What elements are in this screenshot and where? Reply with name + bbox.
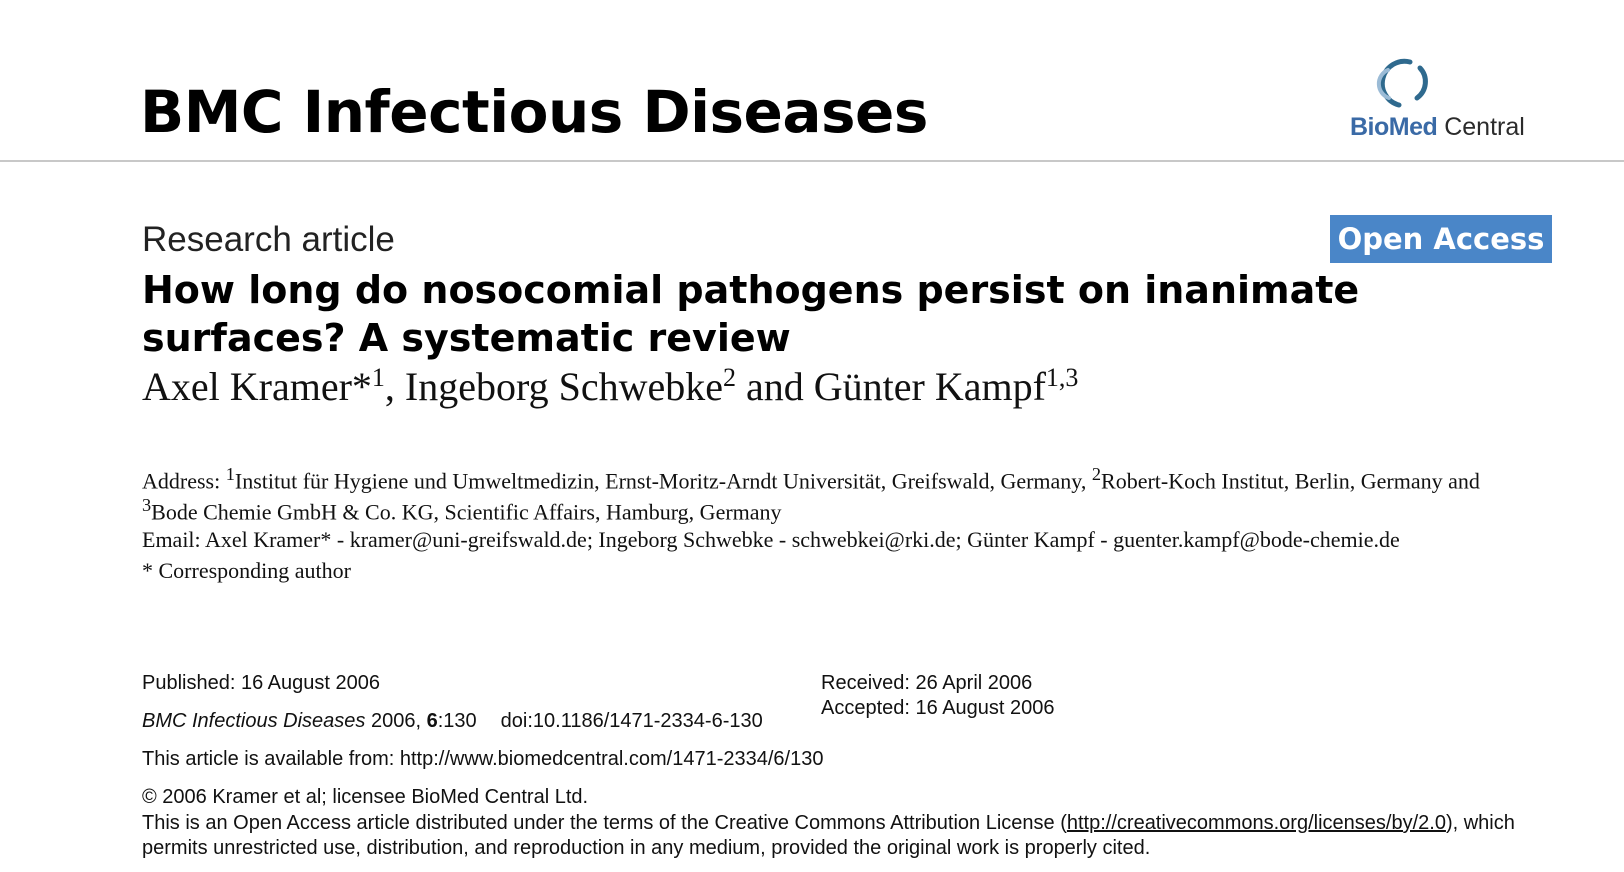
citation-page: :130 (437, 710, 477, 732)
author-list (142, 363, 1078, 410)
header-divider (0, 160, 1624, 162)
journal-title: BMC Infectious Diseases (140, 78, 928, 146)
author-name: Günter Kampf (813, 364, 1046, 409)
author-separator: and (735, 364, 814, 409)
affiliation-number: 3 (142, 495, 152, 516)
author-affiliation: 1 (371, 363, 385, 392)
author-affiliation: 2 (722, 363, 736, 392)
biomed-central-logo[interactable] (1350, 58, 1535, 142)
published-date: Published: 16 August 2006 (142, 672, 380, 694)
license-text-post: ), which permits unrestricted use, distribution, and reproduction in any medium, provided the original work is properly cited. (142, 812, 1515, 859)
author-separator: , (384, 364, 405, 409)
logo-bio-text: BioMed (1350, 113, 1438, 141)
corresponding-author-note: * Corresponding author (142, 558, 351, 583)
affiliation-text: Bode Chemie GmbH & Co. KG, Scientific Affairs, Hamburg, Germany (151, 499, 782, 525)
biomed-central-arc-icon (1350, 58, 1535, 118)
license-link[interactable]: http://creativecommons.org/licenses/by/2.0 (1066, 812, 1446, 834)
affiliation-number: 1 (225, 464, 235, 484)
received-date: Received: 26 April 2006 (821, 672, 1033, 694)
logo-wordmark (1350, 113, 1525, 142)
citation-journal: BMC Infectious Diseases (142, 710, 366, 732)
citation-year: 2006, (365, 710, 427, 732)
open-access-badge: Open Access (1330, 215, 1552, 263)
accepted-date: Accepted: 16 August 2006 (821, 697, 1055, 719)
citation-line (142, 710, 763, 733)
author-name: Ingeborg Schwebke (404, 364, 723, 409)
article-title: How long do nosocomial pathogens persist on inanimate surfaces? A systematic review (142, 268, 1360, 360)
affiliation-number: 2 (1091, 464, 1102, 484)
license-text-pre: This is an Open Access article distributed under the terms of the Creative Commons Attribution License ( (142, 812, 1067, 834)
availability-line: This article is available from: http://www.biomedcentral.com/1471-2334/6/130 (142, 748, 824, 770)
address-prefix: Address: (142, 468, 226, 494)
article-type: Research article (142, 220, 395, 259)
license-statement (142, 811, 1562, 861)
affiliation-text: Robert-Koch Institut, Berlin, Germany and (1101, 468, 1480, 494)
citation-volume: 6 (426, 710, 438, 732)
copyright-line: © 2006 Kramer et al; licensee BioMed Central Ltd. (142, 786, 589, 808)
logo-central-text: Central (1437, 113, 1525, 141)
address-block (142, 462, 1492, 525)
email-line: Email: Axel Kramer* - kramer@uni-greifswald.de; Ingeborg Schwebke - schwebkei@rki.de; Günter Kampf - guenter.kampf@bode-chemie.de (142, 527, 1400, 552)
author-affiliation: 1,3 (1045, 363, 1079, 392)
author-name: Axel Kramer* (142, 364, 372, 409)
affiliation-text: Institut für Hygiene und Umweltmedizin, Ernst-Moritz-Arndt Universität, Greifswald, Germany, (234, 468, 1092, 494)
citation-doi: doi:10.1186/1471-2334-6-130 (500, 710, 763, 732)
